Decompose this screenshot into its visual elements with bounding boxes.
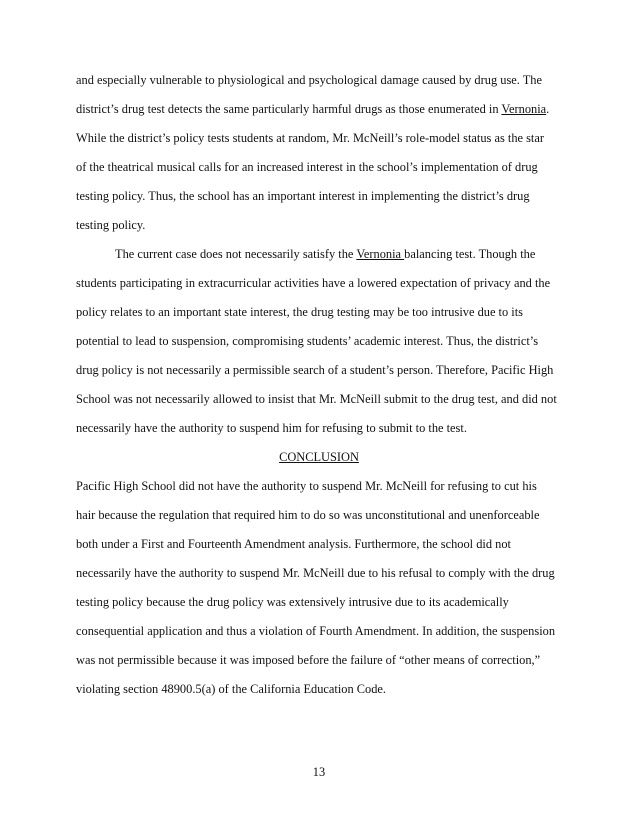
p3-line-3: both under a First and Fourteenth Amendment analysis. Furthermore, the school did not xyxy=(76,537,511,551)
case-name-vernonia: Vernonia xyxy=(501,102,547,116)
p3-line-2: hair because the regulation that required him to do so was unconstitutional and unenforceable xyxy=(76,508,540,522)
p1-line-4: of the theatrical musical calls for an increased interest in the school’s implementation of drug xyxy=(76,160,538,174)
p2-line-5: drug policy is not necessarily a permissible search of a student’s person. Therefore, Pacific High xyxy=(76,363,554,377)
p1-line-2 xyxy=(76,101,549,117)
p2-line-3: policy relates to an important state interest, the drug testing may be too intrusive due to its xyxy=(76,305,523,319)
page-number: 13 xyxy=(312,765,326,779)
p3-line-6: consequential application and thus a violation of Fourth Amendment. In addition, the suspension xyxy=(76,624,556,638)
p2-line-1-end: balancing test. Though the xyxy=(404,247,536,261)
p1-line-3: While the district’s policy tests students at random, Mr. McNeill’s role-model status as the star xyxy=(76,131,545,145)
p1-line-6: testing policy. xyxy=(76,218,146,232)
p2-line-1-text: The current case does not necessarily satisfy the xyxy=(115,247,357,261)
p3-line-1: Pacific High School did not have the authority to suspend Mr. McNeill for refusing to cut his xyxy=(76,479,537,493)
p1-line-2-text: district’s drug test detects the same particularly harmful drugs as those enumerated in xyxy=(76,102,502,116)
p3-line-4: necessarily have the authority to suspend Mr. McNeill due to his refusal to comply with the drug xyxy=(76,566,555,580)
p2-line-7: necessarily have the authority to suspend him for refusing to submit to the test. xyxy=(76,421,467,435)
p2-line-6: School was not necessarily allowed to insist that Mr. McNeill submit to the drug test, and did not xyxy=(76,392,557,406)
p3-line-7: was not permissible because it was imposed before the failure of “other means of correction,” xyxy=(76,653,541,667)
p1-line-1: and especially vulnerable to physiological and psychological damage caused by drug use. The xyxy=(76,73,542,87)
p3-line-5: testing policy because the drug policy was extensively intrusive due to its academically xyxy=(76,595,509,609)
p2-line-4: potential to lead to suspension, compromising students’ academic interest. Thus, the district’s xyxy=(76,334,539,348)
p1-line-5: testing policy. Thus, the school has an important interest in implementing the district’s drug xyxy=(76,189,530,203)
p3-line-8: violating section 48900.5(a) of the California Education Code. xyxy=(76,682,387,696)
p1-line-2-end: . xyxy=(546,102,550,116)
p2-line-2: students participating in extracurricular activities have a lowered expectation of privacy and the xyxy=(76,276,551,290)
p2-line-1 xyxy=(115,246,535,262)
section-heading: CONCLUSION xyxy=(279,450,359,464)
case-name-vernonia-2: Vernonia xyxy=(356,247,405,261)
